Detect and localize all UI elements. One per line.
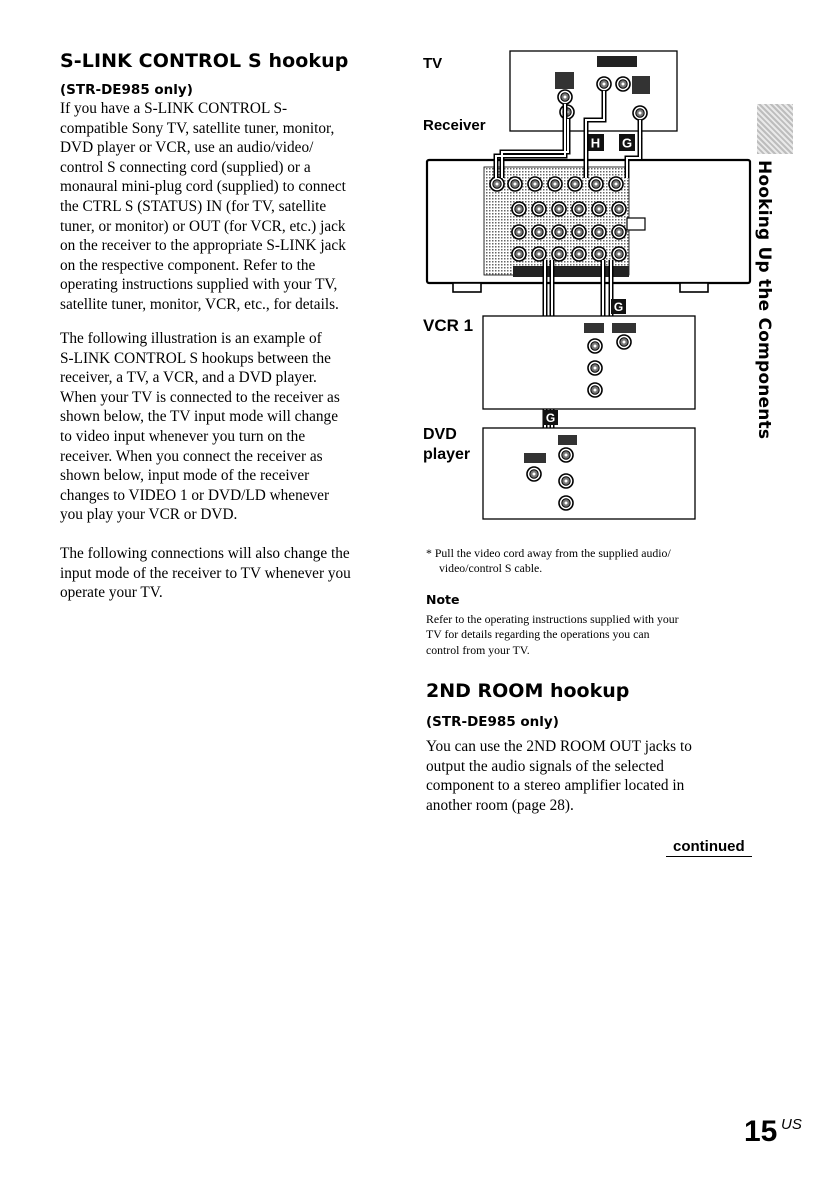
marker-g-dvd: G (545, 411, 556, 425)
text-line: You can use the 2ND ROOM OUT jacks to (426, 738, 692, 755)
section-subtitle: (STR-DE985 only) (60, 82, 193, 98)
diagram-label-tv: TV (423, 55, 443, 72)
page-number-suffix: US (781, 1116, 802, 1133)
text-line: on the respective component. Refer to the (60, 256, 316, 274)
text-line: compatible Sony TV, satellite tuner, monitor, (60, 119, 335, 137)
receiver-foot (453, 283, 481, 292)
vcr-label (584, 323, 604, 333)
section-subtitle-2nd-room: (STR-DE985 only) (426, 714, 559, 730)
text-line: tuner, or monitor) or OUT (for VCR, etc.) jack (60, 217, 346, 235)
text-line: shown below, the TV input mode will change (60, 408, 338, 426)
dvd-slink-label (524, 453, 546, 463)
side-tab (754, 160, 790, 440)
note-body (426, 612, 679, 658)
dvd-label (558, 435, 577, 445)
tv-audio-jack (558, 90, 572, 104)
continued-label: continued (673, 838, 745, 855)
note-line: TV for details regarding the operations you can (426, 627, 650, 642)
hookup-diagram (0, 0, 824, 560)
dvd-slink-jack (527, 467, 541, 481)
tv-panel-label (597, 56, 637, 67)
marker-g: G (621, 135, 633, 151)
diagram-label-player: player (423, 446, 471, 463)
text-line: output the audio signals of the selected (426, 757, 664, 775)
vcr-jack (617, 335, 631, 349)
text-line: control S connecting cord (supplied) or a (60, 158, 311, 176)
text-line: changes to VIDEO 1 or DVD/LD whenever (60, 486, 330, 504)
text-line: monaural mini-plug cord (supplied) to connect (60, 178, 346, 196)
section-title: S-LINK CONTROL S hookup (60, 50, 349, 72)
dvd-jack (559, 448, 573, 462)
text-line: component to a stereo amplifier located in (426, 777, 685, 795)
tv-video-jack (633, 106, 647, 120)
diagram-label-dvd: DVD (423, 426, 457, 443)
marker-h: H (590, 135, 601, 151)
receiver-small-block (627, 218, 645, 230)
text-line: satellite tuner, monitor, VCR, etc., for details. (60, 295, 339, 313)
marker-g-vcr: G (613, 300, 624, 314)
text-line: another room (page 28). (426, 796, 574, 814)
text-line: you play your VCR or DVD. (60, 506, 238, 524)
note-line: control from your TV. (426, 642, 530, 657)
text-line: to video input whenever you turn on the (60, 427, 306, 445)
diagram-label-vcr: VCR 1 (423, 316, 474, 335)
text-line: receiver. When you connect the receiver as (60, 447, 323, 465)
text-line: receiver, a TV, a VCR, and a DVD player. (60, 369, 317, 387)
side-tab-marker (757, 104, 793, 154)
receiver-foot (680, 283, 708, 292)
text-line: the CTRL S (STATUS) IN (for TV, satellite (60, 197, 327, 215)
text-line: The following illustration is an example of (60, 330, 322, 347)
text-line: When your TV is connected to the receiver as (60, 388, 340, 406)
text-line: operate your TV. (60, 584, 163, 602)
note-title: Note (426, 592, 460, 607)
page-number: 15 (744, 1115, 778, 1148)
dvd-jack (559, 496, 573, 510)
vcr-jack (588, 339, 602, 353)
text-line: on the receiver to the appropriate S-LINK jack (60, 237, 346, 255)
text-line: DVD player or VCR, use an audio/video/ (60, 139, 314, 157)
section-title-2nd-room: 2ND ROOM hookup (426, 680, 630, 702)
cables (496, 91, 640, 480)
text-line: S-LINK CONTROL S hookups between the (60, 349, 331, 367)
footnote-line: * Pull the video cord away from the supplied audio/ (426, 546, 671, 560)
vcr-jack (588, 383, 602, 397)
vcr-label (612, 323, 636, 333)
footnote-line: video/control S cable. (439, 561, 543, 576)
text-line: operating instructions supplied with your TV, (60, 276, 338, 294)
footnote (426, 546, 671, 577)
side-tab-label: Hooking Up the Components (754, 160, 774, 440)
text-line: If you have a S-LINK CONTROL S- (60, 100, 288, 117)
text-line: The following connections will also change the (60, 545, 350, 562)
continued-rule (666, 856, 752, 857)
text-line: input mode of the receiver to TV whenever you (60, 564, 351, 582)
vcr-jack (588, 361, 602, 375)
text-line: shown below, input mode of the receiver (60, 467, 310, 485)
diagram-label-receiver: Receiver (423, 117, 486, 134)
dvd-jack (559, 474, 573, 488)
tv-slink-jack (597, 77, 611, 91)
tv-audio-label (555, 72, 574, 89)
tv-slink-jack (616, 77, 630, 91)
tv-video-label (632, 76, 650, 94)
note-line: Refer to the operating instructions supplied with your (426, 612, 679, 626)
marker-star: * (638, 134, 643, 148)
paragraph-2nd-room (426, 737, 692, 815)
dvd-box (483, 428, 695, 519)
